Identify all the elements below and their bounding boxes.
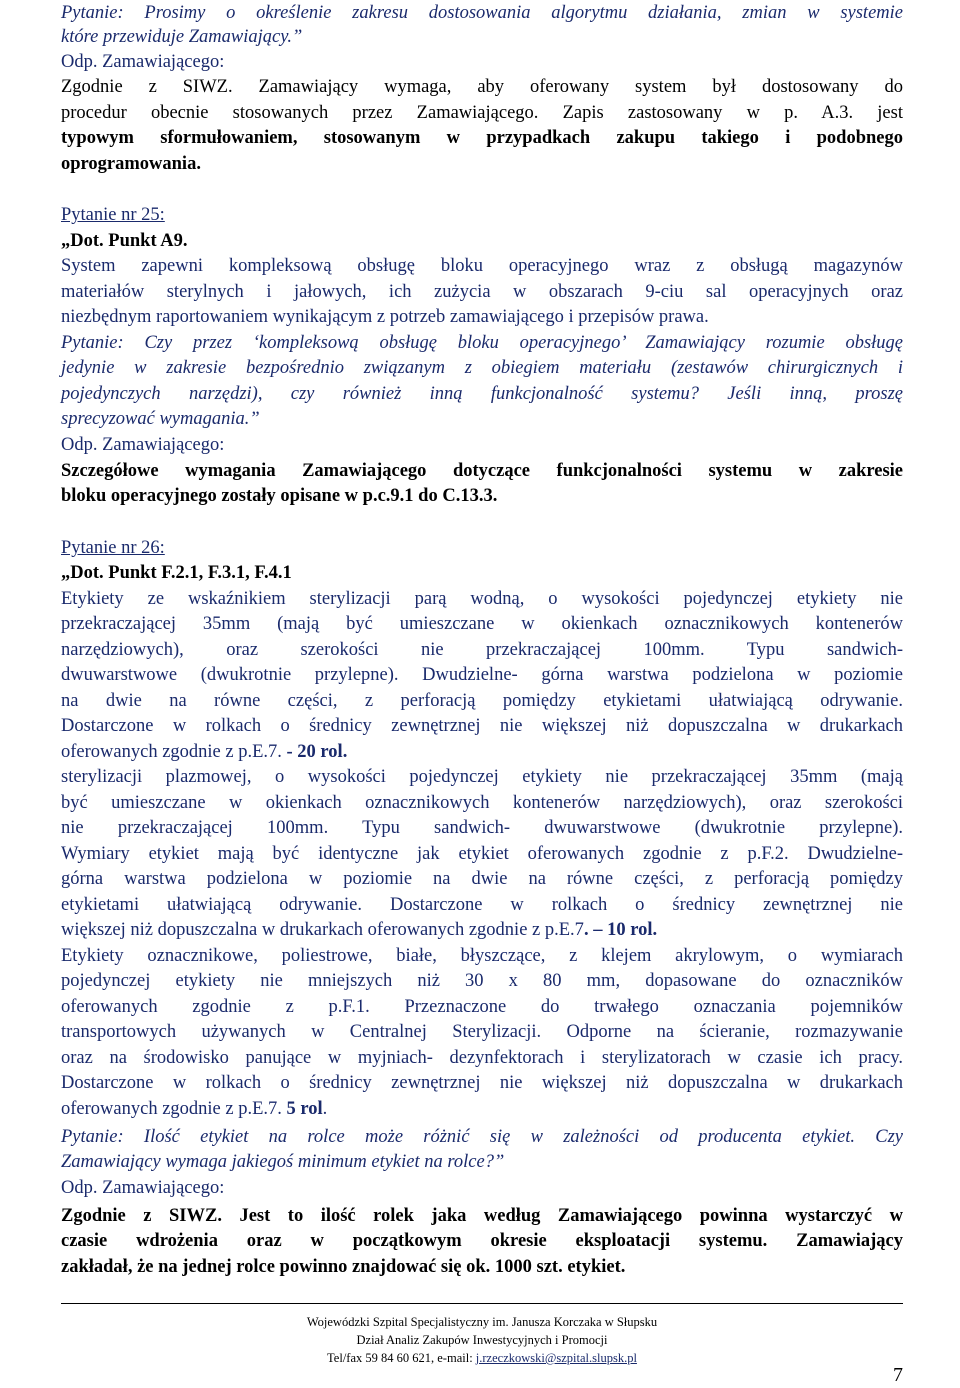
question-text: Zamawiający wymaga jakiegoś minimum etykiet na rolce?” (61, 1152, 505, 1172)
question-reference: „Dot. Punkt A9. (61, 231, 188, 251)
question-heading: Pytanie nr 26: (61, 538, 165, 558)
question-heading: Pytanie nr 25: (61, 205, 165, 225)
quoted-text: być umieszczane w okienkach oznacznikowych kontenerów narzędziowych), oraz szerokości (61, 793, 903, 813)
quoted-text: sterylizacji plazmowej, o wysokości pojedynczej etykiety nie przekraczającej 35mm (mają (61, 767, 903, 787)
quoted-text: Wymiary etykiet mają być identyczne jak etykiet oferowanych zgodnie z p.F.2. Dwudzielne- (61, 844, 903, 864)
question-text: Pytanie: Prosimy o określenie zakresu dostosowania algorytmu działania, zmian w systemie (61, 3, 903, 23)
quoted-text: pojedynczej etykiety nie mniejszych niż 30 x 80 mm, dopasowane do oznaczników (61, 971, 903, 991)
question-text: pojedynczych narzędzi), czy również inną funkcjonalność systemu? Jeśli inną, proszę (61, 384, 903, 404)
question-text: Pytanie: Ilość etykiet na rolce może różnić się w zależności od producenta etykiet. Czy (61, 1127, 903, 1147)
quoted-text: transportowych używanych w Centralnej Sterylizacji. Odporne na ścieranie, rozmazywanie (61, 1022, 903, 1042)
footer-divider (61, 1303, 903, 1304)
answer-text: procedur obecnie stosowanych przez Zamawiającego. Zapis zastosowany w p. A.3. jest (61, 103, 903, 123)
answer-text: zakładał, że na jednej rolce powinno znajdować się ok. 1000 szt. etykiet. (61, 1257, 626, 1277)
question-text: Pytanie: Czy przez ‘kompleksową obsługę bloku operacyjnego’ Zamawiający rozumie obsługę (61, 333, 903, 353)
answer-label: Odp. Zamawiającego: (61, 435, 225, 455)
quoted-text: oferowanych zgodnie z p.E.7. 5 rol. (61, 1099, 328, 1119)
answer-text: czasie wdrożenia oraz w początkowym okresie eksploatacji systemu. Zamawiający (61, 1231, 903, 1251)
quoted-text: Dostarczone w rolkach o średnicy zewnętrznej nie większej niż dopuszczalna w drukarkach (61, 716, 903, 736)
question-text: jedynie w zakresie bezpośrednio związanym z obiegiem materiału (zestawów chirurgicznych i (61, 358, 903, 378)
answer-label: Odp. Zamawiającego: (61, 52, 225, 72)
quoted-text: etykietami ułatwiającą odrywanie. Dostarczone w rolkach o średnicy zewnętrznej nie (61, 895, 903, 915)
email-link[interactable]: j.rzeczkowski@szpital.slupsk.pl (475, 1351, 637, 1365)
quoted-text: materiałów sterylnych i jałowych, ich zużycia w obszarach 9-ciu sal operacyjnych oraz (61, 282, 903, 302)
question-text: sprecyzować wymagania.” (61, 409, 260, 429)
quoted-text: nie przekraczającej 100mm. Typu sandwich- dwuwarstwowe (dwukrotnie przylepne). (61, 818, 903, 838)
quoted-text: Dostarczone w rolkach o średnicy zewnętrznej nie większej niż dopuszczalna w drukarkach (61, 1073, 903, 1093)
quoted-text: Etykiety ze wskaźnikiem sterylizacji parą wodną, o wysokości pojedynczej etykiety nie (61, 589, 903, 609)
answer-text: Szczegółowe wymagania Zamawiającego dotyczące funkcjonalności systemu w zakresie (61, 461, 903, 481)
quoted-text: Etykiety oznacznikowe, poliestrowe, białe, błyszczące, z klejem akrylowym, o wymiarach (61, 946, 903, 966)
quoted-text: dwuwarstwowe (dwukrotnie przylepne). Dwudzielne- górna warstwa podzielona w poziomie (61, 665, 903, 685)
question-text: które przewiduje Zamawiający.” (61, 27, 303, 47)
quoted-text: oraz na środowisko panujące w myjniach- dezynfektorach i sterylizatorach w czasie ich pracy. (61, 1048, 903, 1068)
answer-text: bloku operacyjnego zostały opisane w p.c.9.1 do C.13.3. (61, 486, 498, 506)
footer-institution: Wojewódzki Szpital Specjalistyczny im. Janusza Korczaka w Słupsku (306, 1315, 658, 1329)
quoted-text: oferowanych zgodnie z p.F.1. Przeznaczone do trwałego oznaczania pojemników (61, 997, 903, 1017)
quoted-text: na dwie na równe części, z perforacją pomiędzy etykietami ułatwiającą odrywanie. (61, 691, 903, 711)
answer-text: Zgodnie z SIWZ. Zamawiający wymaga, aby oferowany system był dostosowany do (61, 77, 903, 97)
quoted-text: przekraczającej 35mm (mają być umieszczane w okienkach oznacznikowych kontenerów (61, 614, 903, 634)
answer-text: oprogramowania. (61, 154, 201, 174)
answer-text: typowym sformułowaniem, stosowanym w przypadkach zakupu takiego i podobnego (61, 128, 903, 148)
quoted-text: System zapewni kompleksową obsługę bloku operacyjnego wraz z obsługą magazynów (61, 256, 903, 276)
quoted-text: niezbędnym raportowaniem wynikającym z potrzeb zamawiającego i przepisów prawa. (61, 307, 709, 327)
footer-department: Dział Analiz Zakupów Inwestycyjnych i Promocji (356, 1333, 608, 1347)
page-number: 7 (893, 1364, 903, 1386)
question-reference: „Dot. Punkt F.2.1, F.3.1, F.4.1 (61, 563, 292, 583)
quoted-text: oferowanych zgodnie z p.E.7. - 20 rol. (61, 742, 348, 762)
quoted-text: narzędziowych), oraz szerokości nie przekraczającej 100mm. Typu sandwich- (61, 640, 903, 660)
quoted-text: większej niż dopuszczalna w drukarkach oferowanych zgodnie z p.E.7. – 10 rol. (61, 920, 658, 940)
footer-contact (61, 1350, 903, 1366)
quoted-text: górna warstwa podzielona w poziomie na dwie na równe części, z perforacją pomiędzy (61, 869, 903, 889)
answer-text: Zgodnie z SIWZ. Jest to ilość rolek jaka według Zamawiającego powinna wystarczyć w (61, 1206, 903, 1226)
footer-contact-text: Tel/fax 59 84 60 621, e-mail: (327, 1351, 476, 1365)
answer-label: Odp. Zamawiającego: (61, 1178, 225, 1198)
